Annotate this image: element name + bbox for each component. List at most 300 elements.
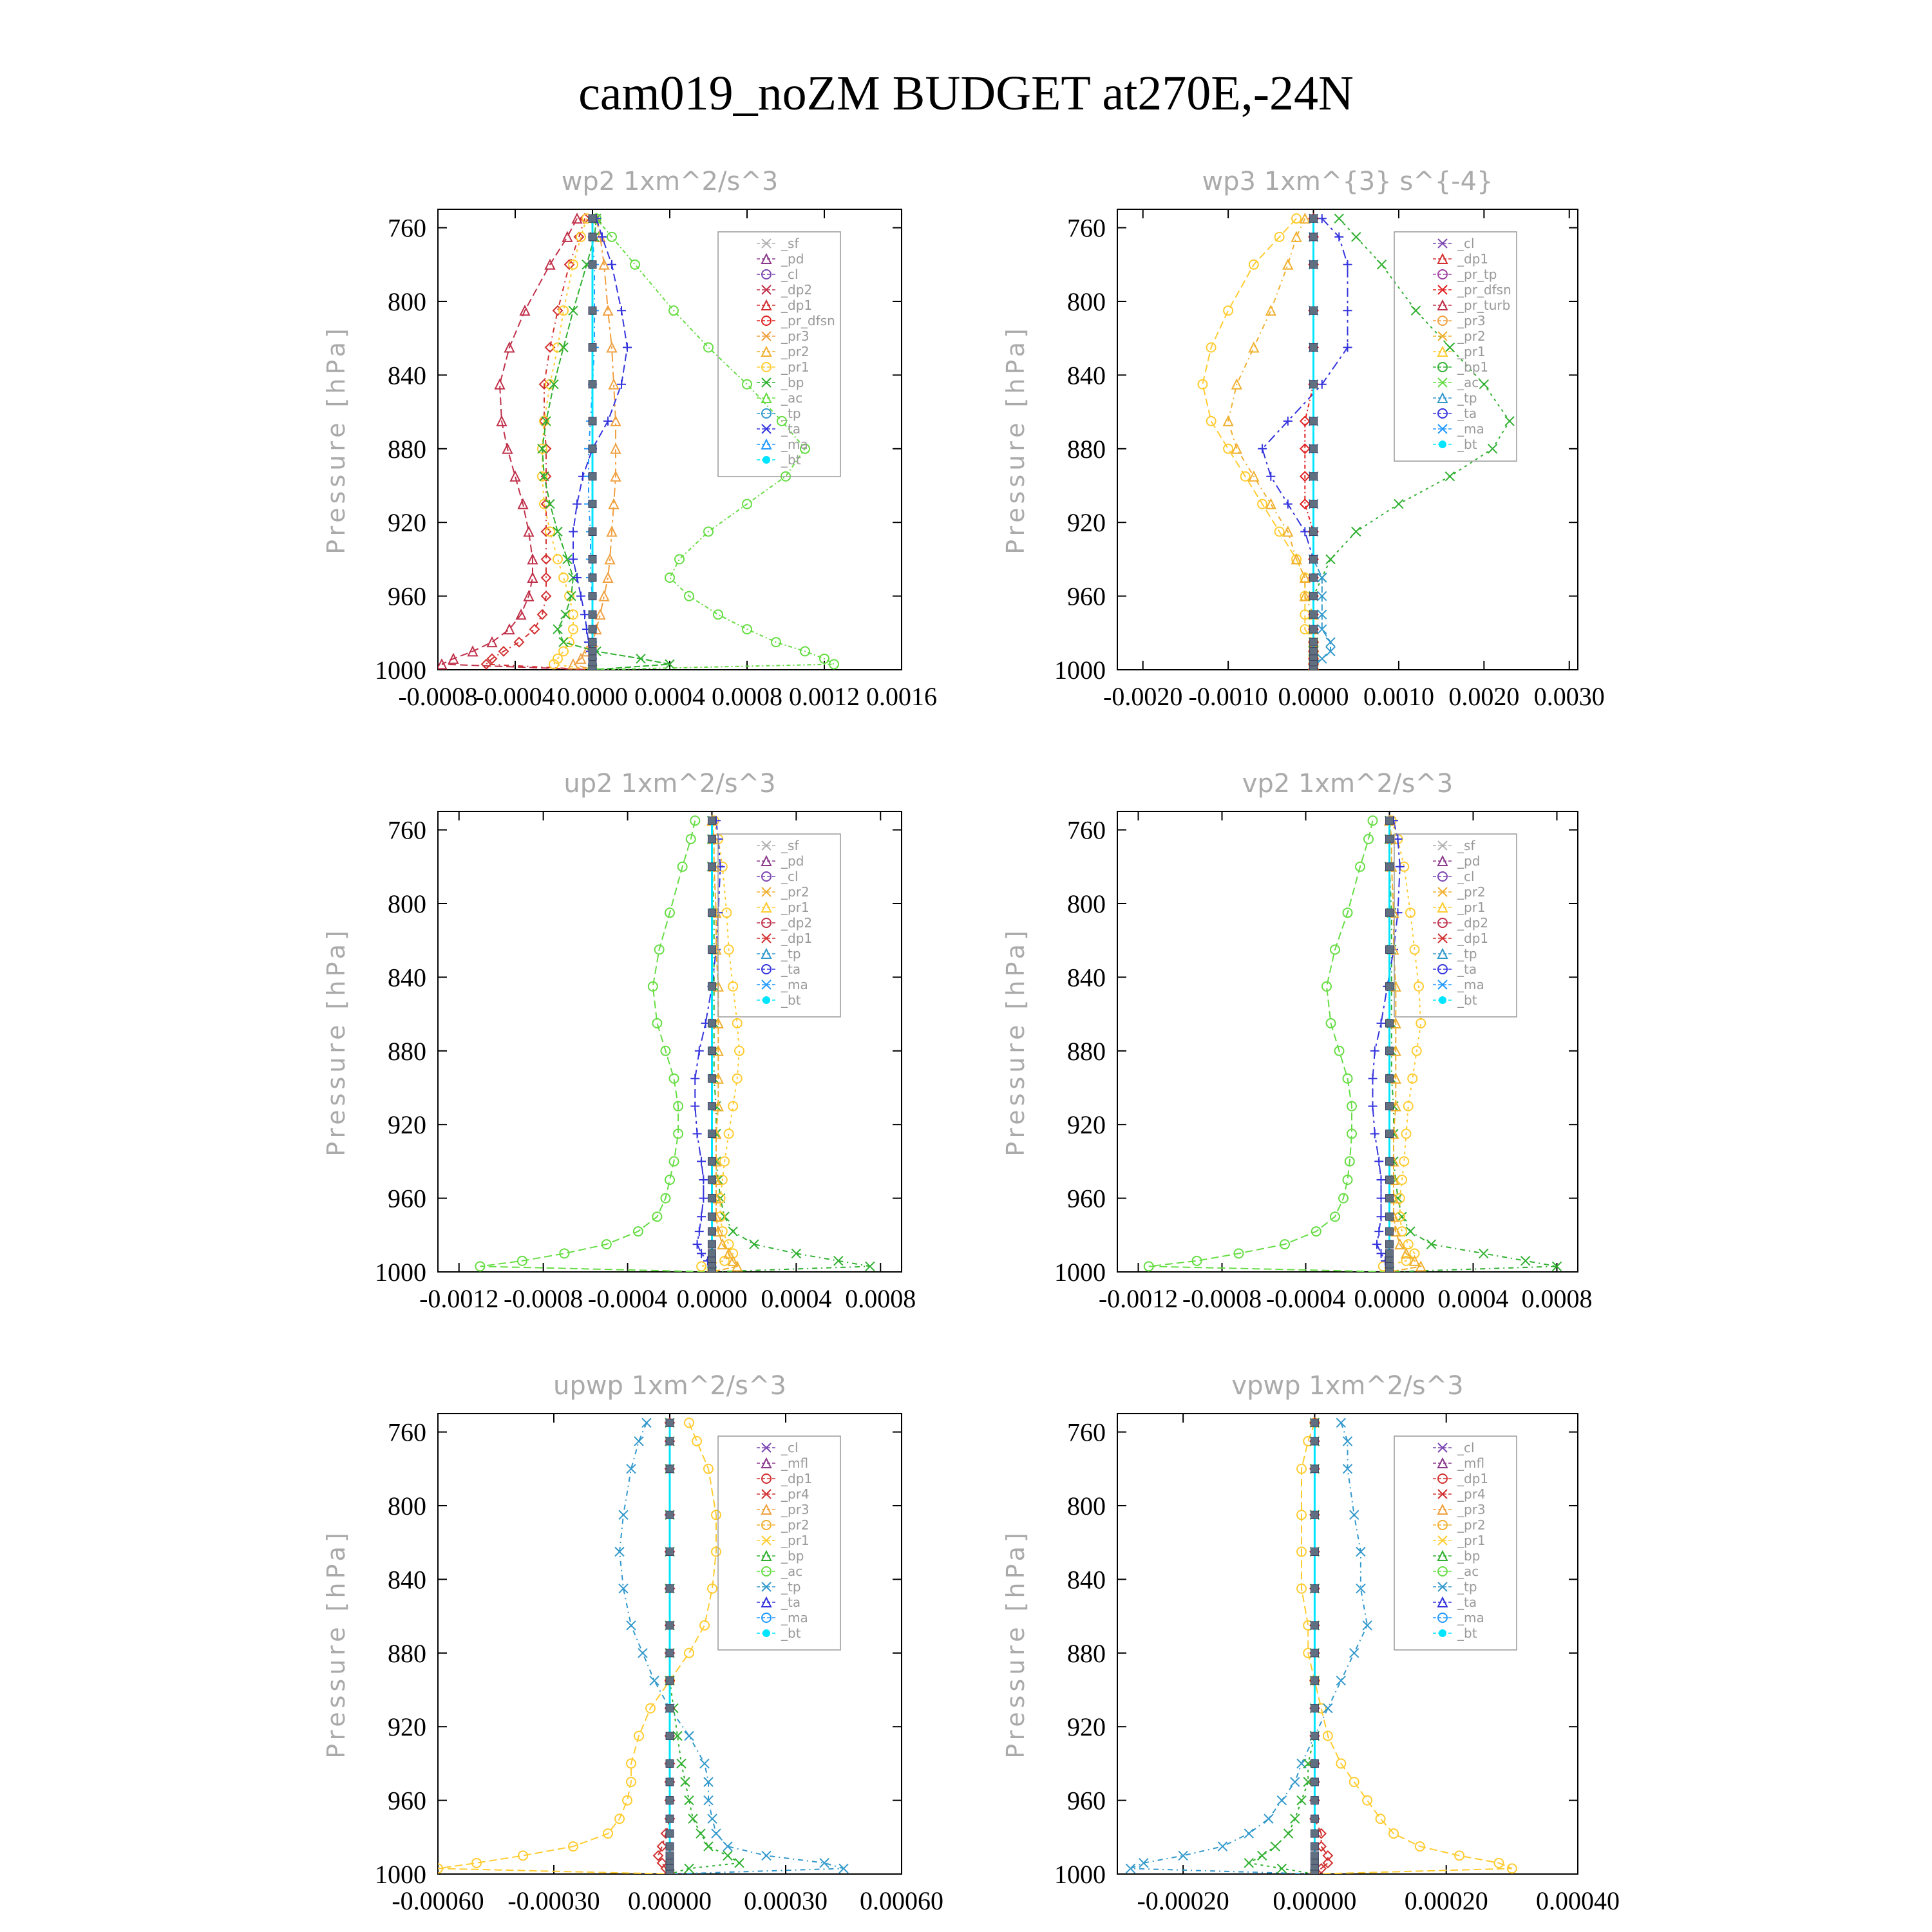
x-tick-label: -0.0010 [1188, 682, 1268, 711]
data-point [617, 306, 626, 315]
data-point [596, 610, 605, 619]
data-point [1284, 1829, 1293, 1838]
y-tick-label: 880 [1067, 1036, 1106, 1066]
data-point [1336, 1676, 1345, 1685]
legend-marker [762, 996, 770, 1004]
data-point [1505, 417, 1514, 426]
legend-box [1394, 1436, 1517, 1650]
series-line [712, 820, 737, 1272]
legend-label: _cl [781, 1440, 799, 1455]
data-point [1310, 233, 1318, 241]
data-point [1386, 1157, 1394, 1165]
data-point [708, 1075, 715, 1083]
data-point [1283, 500, 1293, 509]
data-point [708, 1814, 717, 1823]
data-point [666, 1585, 674, 1593]
legend-label: _pr_dfsn [781, 313, 835, 328]
y-tick-label: 840 [388, 361, 426, 390]
data-point [607, 260, 616, 269]
data-point [1311, 1419, 1318, 1426]
panel-title: vpwp 1xm^2/s^3 [1231, 1371, 1464, 1401]
series-line [1149, 820, 1390, 1272]
data-point [1386, 1227, 1394, 1235]
y-tick-label: 920 [1067, 508, 1106, 538]
legend-label: _dp1 [1457, 251, 1489, 267]
data-point [1311, 1852, 1318, 1859]
data-point [693, 1240, 702, 1249]
data-point [666, 1677, 674, 1685]
data-point [530, 625, 539, 634]
data-point [1310, 625, 1318, 633]
legend-label: _ta [1457, 961, 1477, 977]
figure-title: cam019_noZM BUDGET at270E,-24N [578, 66, 1354, 120]
data-point [1232, 444, 1241, 453]
y-tick-label: 880 [388, 1036, 426, 1066]
legend-marker [762, 456, 770, 464]
series-line [442, 218, 592, 670]
data-point [690, 1102, 699, 1111]
data-point [665, 573, 674, 582]
data-point [693, 1130, 702, 1139]
plot-frame [1117, 1414, 1578, 1874]
legend-label: _pr1 [1457, 344, 1486, 359]
data-point [666, 1797, 674, 1804]
legend-label: _ma [1457, 421, 1484, 437]
data-point [1179, 1851, 1188, 1860]
y-tick-label: 800 [388, 889, 426, 918]
data-point [735, 1859, 744, 1868]
legend-label: _pr4 [1457, 1486, 1486, 1502]
legend-label: _pr2 [781, 884, 810, 900]
legend-label: _tp [781, 406, 801, 421]
data-point [665, 1175, 674, 1184]
data-point [699, 1175, 708, 1184]
legend-label: _ta [1457, 1595, 1477, 1610]
data-point [589, 381, 596, 388]
data-point [1126, 1864, 1135, 1873]
y-tick-label: 880 [388, 1638, 426, 1668]
data-point [666, 1870, 674, 1878]
data-point [1521, 1256, 1530, 1265]
y-tick-label: 1000 [375, 1258, 426, 1287]
data-point [1310, 445, 1318, 453]
data-point [708, 1176, 715, 1184]
legend-label: _pr2 [1457, 884, 1486, 900]
data-point [666, 1778, 674, 1786]
y-tick-label: 760 [1067, 1417, 1106, 1447]
legend-label: _dp1 [1457, 1471, 1489, 1486]
data-point [1386, 1103, 1394, 1110]
chart-panel [1001, 167, 1605, 711]
y-tick-label: 1000 [375, 656, 426, 685]
x-tick-label: -0.0008 [503, 1284, 583, 1313]
legend-label: _cl [781, 267, 799, 282]
plot-frame [1117, 209, 1578, 670]
data-point [589, 233, 596, 241]
data-point [1386, 983, 1394, 990]
legend-marker [1439, 1629, 1446, 1637]
data-point [576, 592, 585, 601]
data-point [1224, 444, 1233, 453]
data-point [589, 611, 596, 618]
x-tick-label: -0.0004 [475, 682, 555, 711]
data-point [708, 863, 715, 871]
data-point [565, 592, 574, 601]
data-point [1386, 1176, 1394, 1184]
data-point [658, 1842, 667, 1851]
y-tick-label: 800 [1067, 889, 1106, 918]
legend-label: _pr2 [1457, 1517, 1486, 1533]
data-point [666, 1852, 674, 1859]
legend-label: _ta [781, 421, 801, 437]
data-point [1404, 1240, 1413, 1249]
data-point [695, 1227, 704, 1236]
data-point [589, 214, 596, 222]
data-point [677, 1759, 686, 1768]
x-tick-label: -0.00030 [507, 1886, 600, 1915]
y-tick-label: 800 [1067, 1492, 1106, 1520]
data-point [1445, 472, 1454, 481]
data-point [589, 555, 596, 563]
data-point [1311, 1870, 1318, 1878]
series-line [620, 1423, 844, 1874]
data-point [619, 1584, 628, 1593]
legend-label: _ta [781, 961, 801, 977]
data-point [603, 306, 612, 315]
data-point [1291, 1777, 1300, 1786]
data-point [1311, 1622, 1318, 1629]
data-point [700, 1621, 709, 1630]
y-tick-label: 840 [1067, 361, 1106, 390]
data-point [1386, 909, 1394, 916]
panel-title: wp3 1xm^{3} s^{-4} [1202, 167, 1493, 196]
data-point [712, 1829, 721, 1838]
panel-title: vp2 1xm^2/s^3 [1242, 769, 1454, 799]
data-point [704, 1842, 713, 1851]
series-line [1130, 1423, 1367, 1874]
data-point [675, 554, 684, 564]
data-point [685, 1864, 694, 1873]
panel-title: wp2 1xm^2/s^3 [561, 167, 779, 196]
data-point [697, 1212, 706, 1221]
series-line [438, 1423, 716, 1874]
data-point [697, 1249, 706, 1258]
data-point [1311, 1677, 1318, 1685]
data-point [1352, 232, 1361, 242]
data-point [1244, 1859, 1253, 1868]
data-point [617, 380, 626, 389]
legend-label: _ma [1457, 1610, 1484, 1625]
data-point [1386, 817, 1394, 824]
legend-label: _sf [781, 838, 799, 853]
series-line [1314, 1423, 1327, 1874]
data-point [708, 909, 715, 916]
data-point [666, 1842, 674, 1850]
data-point [1350, 1510, 1359, 1519]
data-point [1352, 527, 1361, 536]
data-point [1386, 1130, 1394, 1138]
y-tick-label: 880 [388, 434, 426, 464]
x-tick-label: 0.0000 [557, 682, 628, 711]
data-point [488, 638, 497, 647]
series-line [1249, 1423, 1314, 1874]
panels-group [322, 167, 1620, 1915]
legend-label: _mfl [781, 1455, 809, 1471]
data-point [666, 1419, 674, 1426]
data-point [1310, 214, 1318, 222]
data-point [708, 1047, 715, 1055]
data-point [589, 528, 596, 536]
legend-label: _dp1 [781, 298, 813, 313]
y-tick-label: 800 [1067, 287, 1106, 316]
data-point [650, 1676, 659, 1685]
x-tick-label: 0.0020 [1448, 682, 1520, 711]
data-point [1386, 946, 1394, 954]
data-point [1343, 306, 1352, 315]
data-point [1258, 1851, 1267, 1860]
data-point [666, 1705, 674, 1712]
series-line [670, 1423, 739, 1874]
data-point [1326, 638, 1335, 647]
x-tick-label: -0.0008 [398, 682, 478, 711]
data-point [750, 1240, 759, 1249]
legend-label: _tp [781, 946, 801, 961]
data-point [589, 473, 596, 480]
data-point [1291, 1814, 1300, 1823]
x-tick-label: -0.0004 [1265, 1284, 1346, 1313]
data-point [1311, 1649, 1318, 1657]
legend-label: _pr2 [1457, 328, 1486, 344]
data-point [685, 1649, 694, 1658]
legend-label: _ac [1457, 375, 1479, 390]
chart-panel [322, 769, 916, 1313]
data-point [708, 1019, 715, 1027]
legend-label: _bt [1457, 1625, 1477, 1641]
legend-label: _pd [781, 251, 804, 267]
data-point [696, 1829, 705, 1838]
data-point [589, 666, 596, 674]
legend-label: _pr4 [781, 1486, 810, 1502]
data-point [1292, 232, 1301, 242]
data-point [1311, 1778, 1318, 1786]
data-point [511, 472, 520, 481]
data-point [1311, 1732, 1318, 1740]
data-point [589, 638, 596, 646]
data-point [708, 817, 715, 824]
data-point [700, 1759, 709, 1768]
legend-label: _bt [1457, 992, 1477, 1008]
x-tick-label: 0.0030 [1533, 682, 1605, 711]
legend-box [718, 1436, 840, 1650]
x-tick-label: -0.0012 [1098, 1284, 1179, 1313]
y-tick-label: 960 [388, 582, 426, 611]
data-point [1311, 1830, 1318, 1837]
data-point [1376, 1814, 1385, 1823]
x-tick-label: 0.0016 [866, 682, 937, 711]
data-point [699, 1194, 708, 1203]
legend-label: _bt [781, 452, 801, 468]
data-point [685, 1732, 694, 1741]
legend-label: _pr1 [781, 1533, 810, 1548]
data-point [708, 1195, 715, 1202]
y-tick-label: 840 [388, 963, 426, 992]
legend-label: _cl [781, 869, 799, 884]
data-point [559, 573, 568, 582]
data-point [708, 1227, 715, 1235]
data-point [690, 1074, 699, 1083]
legend-label: _ac [781, 390, 803, 406]
data-point [1310, 473, 1318, 480]
legend-label: _dp1 [781, 1471, 813, 1486]
legend-label: _bp [781, 1548, 804, 1564]
legend-label: _ac [1457, 1564, 1479, 1579]
data-point [1218, 1842, 1227, 1851]
data-point [638, 1649, 647, 1658]
x-tick-label: 0.0010 [1363, 682, 1434, 711]
data-point [589, 574, 596, 582]
series-line [1202, 218, 1313, 670]
data-point [1370, 1130, 1379, 1139]
data-point [559, 638, 568, 647]
series-line [573, 218, 627, 670]
data-point [589, 261, 596, 269]
x-tick-label: 0.0008 [712, 682, 782, 711]
data-point [1386, 1268, 1394, 1276]
series-line [701, 820, 739, 1272]
chart-panel [322, 1371, 943, 1915]
legend-label: _ma [781, 977, 808, 992]
data-point [589, 445, 596, 453]
legend-label: _bt [781, 992, 801, 1008]
legend-box [1394, 834, 1517, 1017]
data-point [1377, 1019, 1386, 1028]
data-point [728, 982, 737, 991]
data-point [666, 1815, 674, 1823]
data-point [666, 1830, 674, 1837]
data-point [728, 1227, 737, 1236]
legend-marker [1439, 440, 1446, 448]
panel-title: upwp 1xm^2/s^3 [553, 1371, 786, 1401]
y-tick-label: 960 [388, 1184, 426, 1213]
x-tick-label: 0.0004 [1437, 1284, 1509, 1313]
data-point [1368, 1102, 1378, 1111]
data-point [1310, 261, 1318, 269]
data-point [589, 417, 596, 425]
data-point [1300, 500, 1309, 509]
y-axis-label: Pressure [hPa] [1001, 1529, 1030, 1759]
data-point [1386, 1195, 1394, 1202]
y-tick-label: 840 [388, 1565, 426, 1595]
series-group [437, 214, 838, 674]
plot-frame [438, 209, 902, 670]
y-axis-label: Pressure [hPa] [1001, 927, 1030, 1157]
y-axis-label: Pressure [hPa] [322, 1529, 350, 1759]
legend-label: _ma [781, 1610, 808, 1625]
data-point [1310, 574, 1318, 582]
data-point [580, 610, 589, 619]
series-group [1144, 816, 1562, 1276]
data-point [573, 500, 582, 509]
data-point [1207, 417, 1216, 426]
data-point [1326, 554, 1335, 564]
y-tick-label: 880 [1067, 1638, 1106, 1668]
y-tick-label: 960 [1067, 1786, 1106, 1815]
data-point [1370, 1046, 1379, 1056]
data-point [1310, 344, 1318, 352]
data-point [619, 1510, 628, 1519]
data-point [666, 1622, 674, 1629]
data-point [573, 573, 582, 582]
data-point [589, 344, 596, 352]
data-point [762, 1851, 771, 1860]
data-point [1310, 528, 1318, 536]
legend-label: _tp [781, 1579, 801, 1595]
x-tick-label: 0.00030 [744, 1886, 828, 1915]
legend-label: _pr1 [1457, 1533, 1486, 1548]
data-point [1479, 380, 1488, 389]
legend-label: _pr_tp [1457, 267, 1497, 282]
data-point [1323, 1704, 1332, 1713]
y-tick-label: 960 [1067, 1184, 1106, 1213]
legend-label: _sf [1457, 838, 1475, 853]
legend-label: _pr1 [781, 900, 810, 915]
data-point [1343, 343, 1352, 352]
legend-label: _pd [781, 853, 804, 869]
data-point [1372, 1240, 1381, 1249]
data-point [1311, 1705, 1318, 1712]
data-point [652, 1019, 661, 1028]
data-point [1343, 260, 1352, 269]
y-tick-label: 760 [1067, 213, 1106, 243]
x-tick-label: 0.0000 [1354, 1284, 1425, 1313]
data-point [1350, 1649, 1359, 1658]
data-point [743, 380, 752, 389]
legend-label: _tp [1457, 1579, 1477, 1595]
chart-panel [1001, 1371, 1620, 1915]
data-point [1310, 592, 1318, 600]
x-tick-label: -0.0012 [419, 1284, 499, 1313]
data-point [603, 573, 612, 582]
data-point [1386, 1213, 1394, 1220]
data-point [1311, 1511, 1318, 1519]
data-point [724, 1130, 734, 1139]
legend-marker [1439, 996, 1446, 1004]
data-point [1310, 417, 1318, 425]
data-point [1311, 1797, 1318, 1804]
data-point [1386, 1240, 1394, 1248]
data-point [589, 307, 596, 314]
data-point [681, 1777, 690, 1786]
x-tick-label: 0.0000 [676, 1284, 748, 1313]
y-tick-label: 880 [1067, 434, 1106, 464]
data-point [1271, 1842, 1280, 1851]
data-point [1310, 666, 1318, 674]
y-tick-label: 1000 [375, 1860, 426, 1889]
data-point [1310, 611, 1318, 618]
series-line [542, 218, 592, 670]
x-tick-label: 0.00040 [1536, 1886, 1620, 1915]
legend-label: _pr2 [781, 1517, 810, 1533]
data-point [1377, 260, 1386, 269]
legend-label: _ta [781, 1595, 801, 1610]
legend-label: _pr1 [781, 359, 810, 375]
data-point [1386, 863, 1394, 871]
data-point [1377, 1212, 1386, 1221]
data-point [688, 1814, 697, 1823]
data-point [528, 573, 537, 582]
data-point [1311, 1548, 1318, 1556]
legend-label: _bt [781, 1625, 801, 1641]
